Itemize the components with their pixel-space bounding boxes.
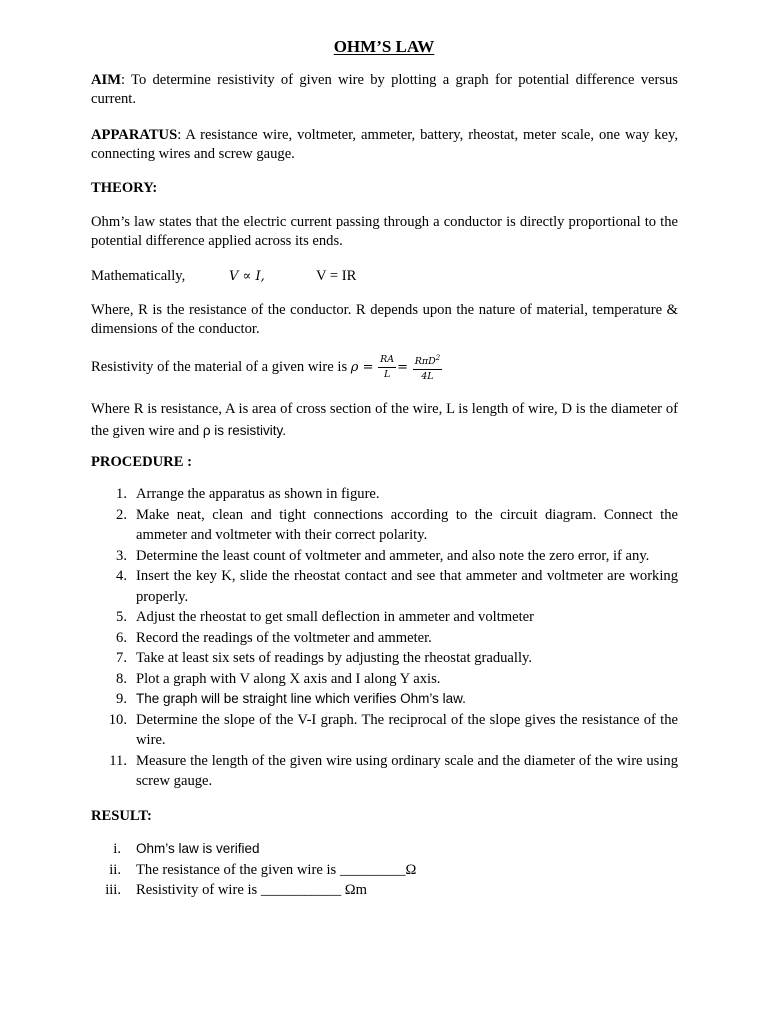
fraction-2-numerator-base: RπD — [414, 356, 436, 368]
theory-paragraph-3 — [91, 399, 678, 442]
list-item — [91, 505, 678, 546]
list-item-text: Measure the length of the given wire using ordinary scale and the diameter of the wire using screw gauge. — [136, 752, 678, 789]
list-item-text: Make neat, clean and tight connections according to the circuit diagram. Connect the ammeter and voltmeter with their correct polarity. — [136, 506, 678, 543]
list-item-text: The resistance of the given wire is _________Ω — [136, 861, 417, 878]
procedure-list — [91, 484, 678, 792]
math-proportional: V ∝ I, — [229, 269, 265, 284]
resistivity-text: Resistivity of the material of a given wire is — [91, 358, 348, 375]
list-item — [91, 839, 678, 860]
list-item-number: 5. — [116, 609, 127, 625]
list-item-number: 7. — [116, 650, 127, 666]
result-heading: RESULT: — [91, 808, 152, 824]
theory-p3-text: Where R is resistance, A is area of cross section of the wire, L is length of wire, D is the diameter of the given wire and — [91, 401, 678, 439]
math-line — [91, 267, 678, 286]
list-item — [91, 566, 678, 607]
list-item-text: The graph will be straight line which verifies Ohm’s law. — [136, 691, 466, 706]
list-item — [91, 546, 678, 567]
list-item-text: Adjust the rheostat to get small deflection in ammeter and voltmeter — [136, 609, 534, 625]
list-item-number: 2. — [116, 506, 127, 523]
theory-paragraph-1: Ohm’s law states that the electric current passing through a conductor is directly proportional to the potential difference applied across its ends. — [91, 214, 678, 249]
apparatus-label: APPARATUS — [91, 127, 178, 143]
formula-fraction-2 — [413, 352, 442, 383]
list-item — [91, 484, 678, 505]
aim-label: AIM — [91, 72, 121, 88]
list-item — [91, 710, 678, 751]
list-item-number: 8. — [116, 670, 127, 687]
list-item-number: 11. — [109, 752, 127, 769]
list-item-number: ii. — [109, 861, 121, 878]
list-item — [91, 669, 678, 690]
theory-p3-tail: ρ is resistivity. — [202, 423, 287, 438]
formula-equals: = — [397, 359, 409, 375]
theory-paragraph-2: Where, R is the resistance of the conductor. R depends upon the nature of material, temperature & dimensions of the conductor. — [91, 302, 678, 337]
formula-fraction-1 — [378, 354, 396, 381]
list-item-number: 4. — [116, 568, 127, 584]
theory-heading: THEORY: — [91, 180, 158, 196]
list-item-text: Record the readings of the voltmeter and ammeter. — [136, 629, 432, 646]
list-item-text: Take at least six sets of readings by adjusting the rheostat gradually. — [136, 650, 533, 666]
list-item-number: 6. — [116, 629, 127, 646]
page-title: OHM’S LAW — [333, 37, 435, 56]
list-item — [91, 689, 678, 710]
aim-paragraph — [91, 71, 678, 109]
list-item-text: Determine the least count of voltmeter and ammeter, and also note the zero error, if any. — [136, 547, 650, 564]
formula-rho: ρ = — [350, 359, 374, 375]
list-item — [91, 628, 678, 649]
fraction-2-exponent: 2 — [435, 354, 441, 362]
resistivity-line — [91, 352, 678, 383]
list-item-number: i. — [113, 841, 121, 857]
list-item-number: 9. — [116, 691, 127, 707]
math-equation: V = IR — [316, 268, 357, 284]
list-item-text: Resistivity of wire is ___________ Ωm — [136, 882, 367, 898]
list-item-text: Plot a graph with V along X axis and I along Y axis. — [136, 670, 441, 687]
list-item-number: 3. — [116, 547, 127, 564]
list-item — [91, 860, 678, 881]
list-item-text: Arrange the apparatus as shown in figure. — [136, 486, 380, 502]
apparatus-paragraph — [91, 126, 678, 164]
math-label: Mathematically, — [91, 268, 186, 284]
fraction-2-numerator — [413, 352, 442, 370]
aim-text: : To determine resistivity of given wire by plotting a graph for potential difference versus current. — [91, 72, 678, 107]
list-item — [91, 648, 678, 669]
result-list — [91, 839, 678, 901]
list-item-number: iii. — [105, 882, 121, 898]
apparatus-text: : A resistance wire, voltmeter, ammeter, battery, rheostat, meter scale, one way key, connecting wires and screw gauge. — [91, 127, 678, 162]
list-item-number: 10. — [108, 711, 127, 728]
list-item-text: Determine the slope of the V-I graph. The reciprocal of the slope gives the resistance of the wire. — [136, 711, 678, 748]
fraction-1-denominator: L — [383, 369, 391, 381]
fraction-1-numerator: RA — [378, 354, 396, 368]
list-item — [91, 880, 678, 901]
list-item — [91, 607, 678, 628]
fraction-2-denominator: 4L — [421, 371, 434, 383]
procedure-heading: PROCEDURE : — [91, 454, 192, 470]
list-item-text: Ohm’s law is verified — [136, 841, 260, 856]
list-item-number: 1. — [116, 486, 127, 502]
list-item — [91, 751, 678, 792]
list-item-text: Insert the key K, slide the rheostat contact and see that ammeter and voltmeter are working properly. — [136, 568, 678, 605]
